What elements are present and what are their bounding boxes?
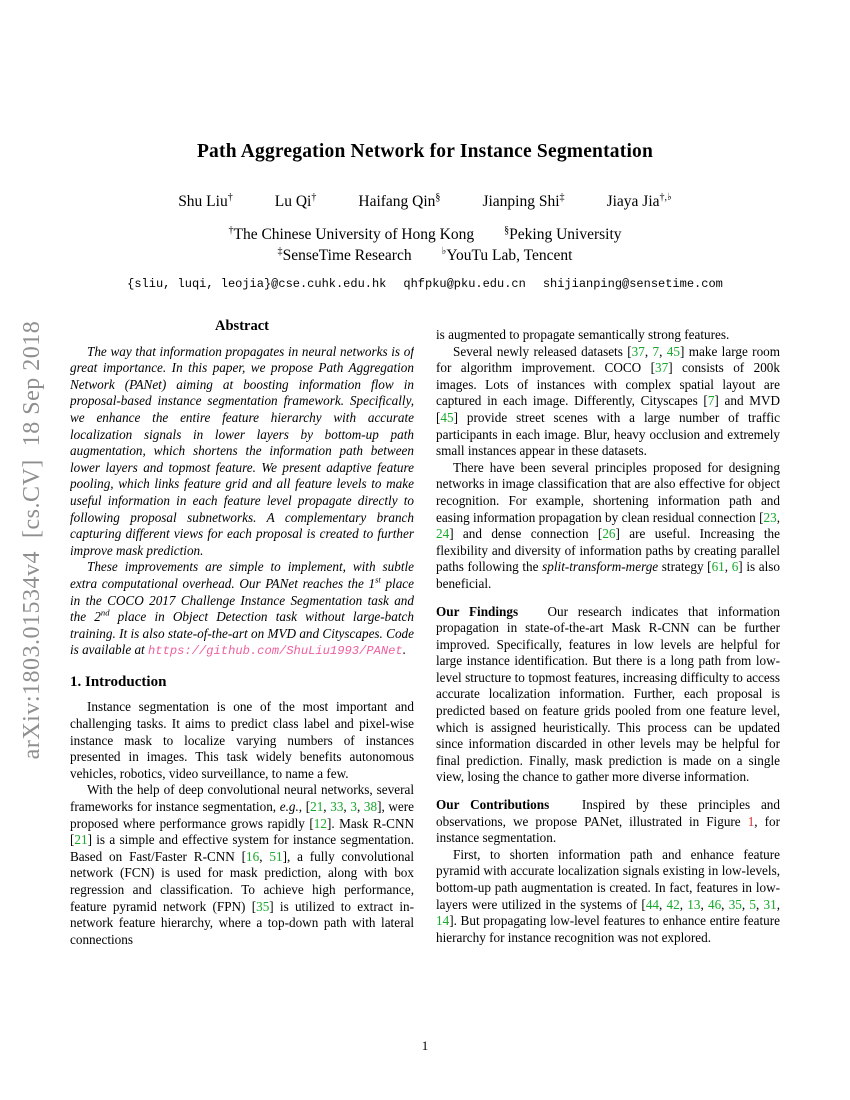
findings-paragraph bbox=[436, 604, 780, 787]
right-column bbox=[436, 318, 780, 1029]
text-segment: ] make large room for algorithm improvement. COCO [ bbox=[436, 343, 780, 376]
text-segment: , bbox=[724, 559, 732, 575]
text-segment: Jiaya Jia bbox=[606, 193, 660, 210]
citation-link[interactable]: 7 bbox=[707, 393, 715, 409]
citation-link[interactable]: 7 bbox=[652, 343, 660, 359]
text-segment: strategy [ bbox=[658, 559, 712, 575]
text-segment: , bbox=[659, 896, 667, 912]
em-segment: split-transform-merge bbox=[542, 559, 659, 575]
citation-link[interactable]: 21 bbox=[74, 832, 88, 848]
text-segment: These improvements are simple to implement, with subtle extra computational overhead. Our PANet reaches the 1 bbox=[70, 559, 414, 591]
text-segment: ], were proposed where performance grows rapidly [ bbox=[70, 799, 414, 831]
text-segment: The Chinese University of Hong Kong bbox=[233, 226, 475, 243]
citation-link[interactable]: 23 bbox=[763, 509, 777, 525]
text-segment: Lu Qi bbox=[274, 193, 312, 210]
text-segment: Shu Liu bbox=[178, 193, 228, 210]
text-segment: ]. Mask R-CNN [ bbox=[70, 815, 414, 848]
citation-link[interactable]: 21 bbox=[310, 799, 324, 815]
author-emails bbox=[0, 277, 850, 291]
sup-segment: † bbox=[311, 191, 317, 203]
text-segment: The way that information propagates in neural networks is of great importance. In this paper, we propose Path Aggregation Network (PANet) aiming at boosting information flow in proposal-based instance segmentation framework. Specifically, we enhance the entire feature hierarchy with accurate localization signals in lower layers by bottom-up path augmentation, which shortens the information path between lower layers and topmost feature. We present adaptive feature pooling, which links feature grid and all feature levels to make useful information in each feature level propagate directly to following proposal subnetworks. A complementary branch capturing different views for each proposal is created to further improve mask prediction. bbox=[70, 343, 414, 558]
citation-link[interactable]: 12 bbox=[313, 815, 327, 831]
sup-segment: ‡ bbox=[559, 191, 565, 203]
text-segment: , bbox=[700, 896, 708, 912]
bold-segment: Our Contributions bbox=[436, 797, 550, 813]
affiliation-line-1 bbox=[0, 224, 850, 245]
citation-link[interactable]: 61 bbox=[711, 559, 725, 575]
citation-link[interactable]: 35 bbox=[728, 896, 742, 912]
text-segment: , bbox=[721, 896, 729, 912]
sup-segment: ‡ bbox=[277, 245, 283, 257]
paper-header bbox=[0, 0, 850, 291]
text-segment: , bbox=[776, 896, 780, 912]
text-segment: is augmented to propagate semantically strong features. bbox=[436, 327, 730, 342]
text-segment: ] is utilized to extract in-network feature hierarchy, where a top-down path with lateral connections bbox=[70, 898, 414, 947]
text-segment: ] provide street scenes with a large number of traffic participants in each image. Blur, heavy occlusion and extremely small instances appear in these datasets. bbox=[436, 409, 780, 459]
text-segment: First, to shorten information path and enhance feature pyramid with accurate localization signals existing in low-levels, bottom-up path augmentation is created. In fact, features in low-layers were utilized in the systems of [ bbox=[436, 846, 780, 912]
text-segment: With the help of deep convolutional neural networks, several frameworks for instance segmentation, bbox=[70, 782, 414, 815]
arxiv-watermark: arXiv:1803.01534v4 [cs.CV] 18 Sep 2018 bbox=[19, 320, 45, 760]
body-paragraph bbox=[70, 699, 414, 782]
sup-segment: † bbox=[227, 191, 233, 203]
body-paragraph bbox=[436, 344, 780, 460]
sup-segment: § bbox=[435, 191, 441, 203]
text-segment: Peking University bbox=[509, 226, 622, 243]
citation-link[interactable]: 37 bbox=[655, 360, 669, 376]
text-segment: ] is also beneficial. bbox=[436, 559, 780, 591]
url-link[interactable]: https://github.com/ShuLiu1993/PANet bbox=[148, 644, 403, 659]
sup-segment: st bbox=[375, 574, 381, 585]
text-segment: , bbox=[644, 343, 653, 359]
text-segment: , bbox=[356, 799, 364, 815]
text-segment: YouTu Lab, Tencent bbox=[446, 247, 573, 264]
text-segment: Our research indicates that information propagation in state-of-the-art Mask R-CNN can be further improved. Specifically, features in low levels are helpful for large instance identification. But there is a long path from low-level structure to topmost features, increasing difficulty to access accurate localization information. Further, each proposal is predicted based on feature grids pooled from one feature level, which is assigned heuristically. This process can be updated since information discarded in other levels may be helpful for final prediction. Finally, mask prediction is made on a single view, losing the chance to gather more diverse information. bbox=[436, 603, 780, 785]
text-segment: Inspired by these principles and observations, we propose PANet, illustrated in Figure bbox=[436, 797, 780, 829]
citation-link[interactable]: 16 bbox=[246, 848, 260, 864]
citation-link[interactable]: 5 bbox=[749, 896, 756, 912]
text-segment: ], a fully convolutional network (FCN) is used for mask prediction, along with box regression and classification. To achieve high performance, feature pyramid network (FPN) [ bbox=[70, 848, 414, 914]
citation-link[interactable]: 38 bbox=[363, 799, 378, 815]
section-heading-introduction: 1. Introduction bbox=[70, 673, 167, 690]
citation-link[interactable]: 6 bbox=[731, 559, 739, 575]
em-segment: e.g. bbox=[279, 799, 299, 815]
abstract-paragraph bbox=[70, 344, 414, 560]
body-paragraph bbox=[436, 460, 780, 593]
citation-link[interactable]: 33 bbox=[330, 799, 344, 815]
text-segment: There have been several principles proposed for designing networks in image classification that are also effective for object recognition. For example, shortening information path and easing information propagation by clean residual connection [ bbox=[436, 459, 780, 525]
text-segment: , bbox=[259, 848, 270, 864]
text-segment: , bbox=[679, 896, 688, 912]
affiliations bbox=[0, 224, 850, 266]
citation-link[interactable]: 35 bbox=[256, 898, 270, 914]
text-segment: place in Object Detection task without large-batch training. It is also state-of-the-art on MVD and Cityscapes. Code is available at bbox=[70, 609, 414, 658]
text-segment: {sliu, luqi, leojia}@cse.cuhk.edu.hk bbox=[127, 277, 387, 291]
citation-link[interactable]: 26 bbox=[602, 526, 616, 542]
text-segment: ] and dense connection [ bbox=[449, 526, 603, 542]
sup-segment: †,♭ bbox=[659, 191, 672, 203]
text-segment: , bbox=[741, 896, 750, 912]
author-line bbox=[0, 193, 850, 211]
bold-segment: Our Findings bbox=[436, 603, 519, 619]
text-segment: , bbox=[323, 799, 331, 815]
citation-link[interactable]: 37 bbox=[631, 343, 645, 359]
citation-link[interactable]: 42 bbox=[666, 896, 680, 912]
sup-segment: § bbox=[504, 224, 510, 236]
text-segment: ] are useful. Increasing the flexibility and diversity of information paths by creating parallel paths following the bbox=[436, 526, 780, 575]
abstract-paragraph bbox=[70, 559, 414, 660]
text-segment: ] consists of 200k images. Lots of instances with complex spatial layout are captured in each image. Differently, Cityscapes [ bbox=[436, 360, 780, 409]
citation-link[interactable]: 14 bbox=[436, 913, 450, 929]
paper-title: Path Aggregation Network for Instance Segmentation bbox=[196, 141, 654, 162]
citation-link[interactable]: 44 bbox=[645, 896, 659, 912]
text-segment: qhfpku@pku.edu.cn bbox=[403, 277, 526, 291]
figure-ref-link[interactable]: 1 bbox=[747, 813, 755, 829]
text-segment: ] is a simple and effective system for instance segmentation. Based on Fast/Faster R-CNN [ bbox=[70, 832, 414, 864]
text-segment: , bbox=[776, 509, 780, 525]
body-paragraph bbox=[70, 782, 414, 948]
text-segment: Several newly released datasets [ bbox=[453, 343, 632, 359]
text-segment: place in the COCO 2017 Challenge Instance Segmentation task and the 2 bbox=[70, 575, 414, 625]
sup-segment: ♭ bbox=[441, 245, 447, 257]
citation-link[interactable]: 45 bbox=[440, 409, 454, 425]
two-column-body bbox=[70, 318, 780, 1029]
citation-link[interactable]: 24 bbox=[436, 526, 450, 542]
contributions-paragraph bbox=[436, 797, 780, 847]
text-segment: , bbox=[659, 343, 667, 359]
text-segment: ]. But propagating low-level features to enhance entire feature hierarchy for instance recognition was not explored. bbox=[436, 913, 780, 945]
text-segment: Instance segmentation is one of the most important and challenging tasks. It aims to predict class label and pixel-wise instance mask to localize varying numbers of instances presented in images. This task widely benefits autonomous vehicles, robotics, video surveillance, to name a few. bbox=[70, 699, 414, 781]
text-segment: , for instance segmentation. bbox=[436, 813, 780, 846]
citation-link[interactable]: 13 bbox=[687, 896, 701, 912]
sup-segment: † bbox=[228, 224, 234, 236]
text-segment: . bbox=[402, 642, 406, 658]
citation-link[interactable]: 31 bbox=[763, 896, 777, 912]
text-segment: Jianping Shi bbox=[482, 193, 560, 210]
text-segment: shijianping@sensetime.com bbox=[542, 277, 723, 291]
affiliation-line-2 bbox=[0, 245, 850, 266]
citation-link[interactable]: 3 bbox=[350, 799, 357, 815]
citation-link[interactable]: 45 bbox=[666, 343, 680, 359]
left-column bbox=[70, 318, 414, 1020]
text-segment: , bbox=[756, 896, 764, 912]
text-segment: , bbox=[343, 799, 351, 815]
page-number: 1 bbox=[421, 1038, 429, 1053]
text-segment: , [ bbox=[298, 799, 311, 815]
citation-link[interactable]: 51 bbox=[269, 848, 283, 864]
citation-link[interactable]: 46 bbox=[707, 896, 722, 912]
body-paragraph bbox=[436, 327, 780, 344]
body-paragraph bbox=[436, 847, 780, 947]
text-segment: SenseTime Research bbox=[282, 247, 412, 264]
text-segment: Haifang Qin bbox=[358, 193, 436, 210]
abstract-heading: Abstract bbox=[215, 318, 269, 334]
text-segment: ] and MVD [ bbox=[436, 393, 780, 425]
sup-segment: nd bbox=[100, 607, 110, 618]
